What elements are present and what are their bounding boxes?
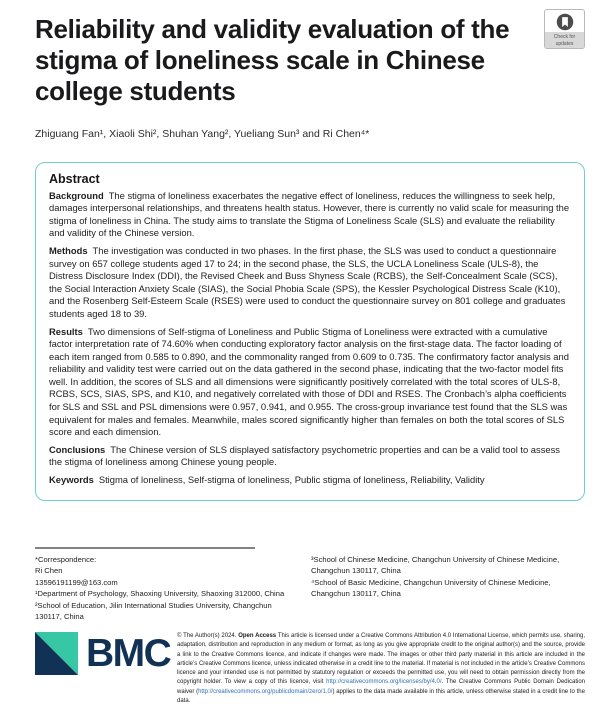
abstract-label-conclusions: Conclusions <box>49 443 106 455</box>
abstract-text-keywords: Stigma of loneliness, Self-stigma of loneliness, Public stigma of loneliness, Reliability, Validity <box>98 474 485 486</box>
bmc-logo-icon <box>35 632 78 675</box>
correspondence-label: *Correspondence: <box>35 555 97 564</box>
license-text <box>177 632 585 706</box>
abstract-section-conclusions <box>49 444 571 469</box>
abstract-label-methods: Methods <box>49 244 88 256</box>
footnotes-right-column <box>311 547 585 622</box>
article-title: Reliability and validity evaluation of the stigma of loneliness scale in Chinese college students <box>35 14 510 107</box>
publisher-footer <box>35 632 585 706</box>
license-link-2[interactable]: http://creativecommons.org/publicdomain/zero/1.0/ <box>198 688 333 695</box>
correspondence-email-link[interactable]: 13596191199@163.com <box>35 577 118 587</box>
affiliation-1: ¹Department of Psychology, Shaoxing University, Shaoxing 312000, China <box>35 589 285 599</box>
check-for-updates-badge[interactable] <box>544 9 585 49</box>
abstract-text-results: Two dimensions of Self-stigma of Loneliness and Public Stigma of Loneliness were extracted with a cumulative factor interpretation rate of 74.60% when conducting exploratory factor analysis on the first-stage data. The factor loading of each item ranged from 0.585 to 0.890, and the commonality ranged from 0.609 to 0.735. The confirmatory factor analysis and reliability and validity test were carried out on the data gathered in the second phase, indicating that the two-factor model fits well. In addition, the scores of SLS and all dimensions were significantly positively correlated with the total scores of ULS-8, RCBS, SCS, SIAS, SPS, and K10, and negatively correlated with those of DDI and RSES. The Cronbach’s alpha coefficients for SLS and SSL and PSL dimensions were 0.957, 0.941, and 0.955. The cross-group invariance test found that the SLS was equivalent for males and females. Meanwhile, males scored significantly higher than females on both the total scores of SLS score and each dimension. <box>49 325 569 438</box>
abstract-text-methods: The investigation was conducted in two phases. In the first phase, the SLS was used to conduct a questionnaire survey on 657 college students aged 17 to 24; in the second phase, the SLS, the UCLA Loneliness Scale (ULS-8), the Distress Disclosure Index (DDI), the Revised Cheek and Buss Shyness Scale (RCBS), the Self-Concealment Scale (SCS), the Social Interaction Anxiety Scale (SIAS), the Social Phobia Scale (SPS), the Kessler Psychological Distress Scale (K10), and the Rosenberg Self-Esteem Scale (RSES) were used to conduct the questionnaire survey on 801 college and graduates students aged 18 to 39. <box>49 244 566 319</box>
abstract-box <box>35 162 585 501</box>
license-body-3: ) applies to the data made available in this article, unless otherwise stated in a credit line to the data. <box>177 688 585 705</box>
affiliation-3: ³School of Chinese Medicine, Changchun University of Chinese Medicine, Changchun 130117, China <box>311 555 560 576</box>
check-badge-label <box>545 32 584 48</box>
check-badge-line2: updates <box>555 40 574 47</box>
abstract-section-methods <box>49 245 571 321</box>
affiliation-2: ²School of Education, Jilin International Studies University, Changchun 130117, China <box>35 600 272 621</box>
footnotes-left-column <box>35 547 285 622</box>
abstract-text-conclusions: The Chinese version of SLS displayed satisfactory psychometric properties and can be a valid tool to assess the stigma of loneliness among Chinese young people. <box>49 443 560 468</box>
abstract-section-keywords <box>49 474 571 487</box>
correspondent-name: Ri Chen <box>35 566 63 576</box>
abstract-label-background: Background <box>49 189 104 201</box>
license-body-1: This article is licensed under a Creative Commons Attribution 4.0 International License, which permits use, sharing, adaptation, distribution and reproduction in any medium or format, as long as you give appropriate credit to the original author(s) and the source, provide a link to the Creative Commons licence, and indicate if changes were made. The images or other third party material in this article are included in the article’s Creative Commons licence, unless indicated otherwise in a credit line to the material. If material is not included in the article’s Creative Commons licence and your intended use is not permitted by statutory regulation or exceeds the permitted use, you will need to obtain permission directly from the copyright holder. To view a copy of this licence, visit <box>177 633 585 686</box>
abstract-label-results: Results <box>49 325 83 337</box>
check-badge-line1: Check for <box>553 34 576 40</box>
license-link-1[interactable]: http://creativecommons.org/licenses/by/4.0/ <box>326 679 442 686</box>
authors-line: Zhiguang Fan¹, Xiaoli Shi², Shuhan Yang², Yueliang Sun³ and Ri Chen⁴* <box>35 127 370 140</box>
abstract-section-background <box>49 190 571 240</box>
bmc-logo <box>35 632 171 675</box>
license-copyright: © The Author(s) 2024. <box>177 633 239 639</box>
footnotes <box>35 547 585 622</box>
license-open-access: Open Access <box>238 633 277 639</box>
abstract-section-results <box>49 326 571 439</box>
abstract-label-keywords: Keywords <box>49 474 94 486</box>
affiliation-4: ⁴School of Basic Medicine, Changchun University of Chinese Medicine, Changchun 130117, China <box>311 577 551 599</box>
footnote-divider <box>35 547 255 549</box>
license-body-2: . The Creative Commons Public Domain Dedication waiver ( <box>177 679 585 695</box>
bmc-logo-text: BMC <box>86 632 171 675</box>
bookmark-circle-icon <box>556 10 574 32</box>
abstract-heading: Abstract <box>49 171 100 186</box>
abstract-text-background: The stigma of loneliness exacerbates the negative effect of loneliness, reduces the willingness to seek help, damages interpersonal relationships, and threatens health status. However, there is currently no valid scale for measuring the stigma of loneliness in China. The study aims to translate the Stigma of Loneliness Scale (SLS) and evaluate the reliability and validity of the Chinese version. <box>49 189 570 239</box>
